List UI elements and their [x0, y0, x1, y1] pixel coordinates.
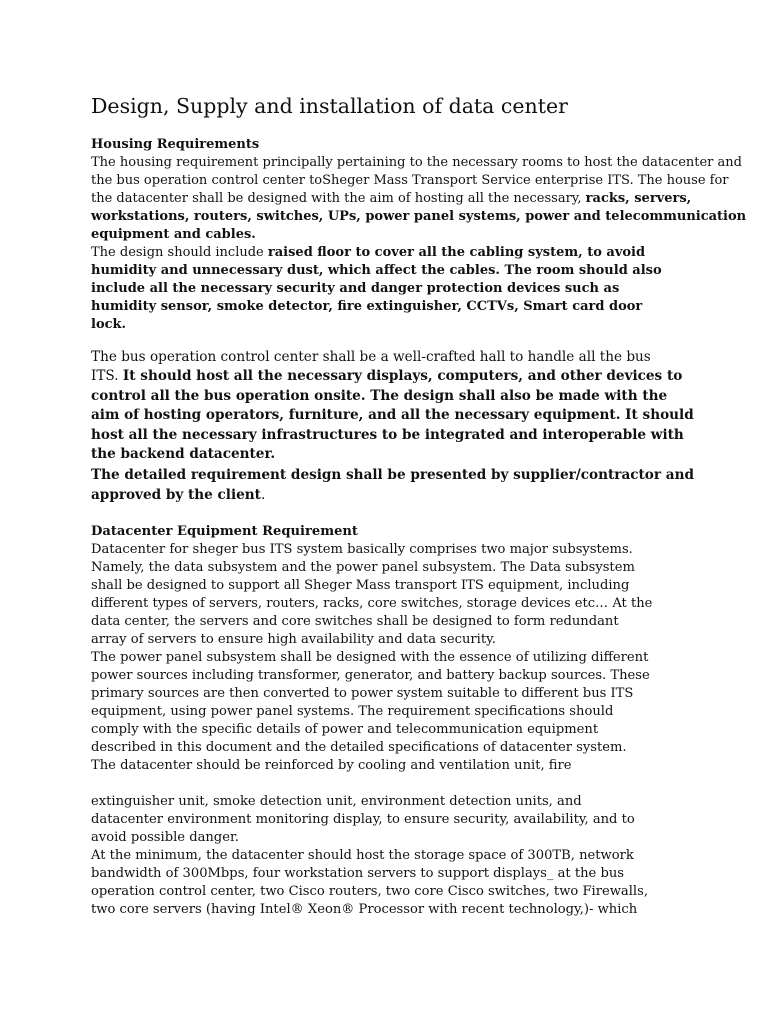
bold-text: The detailed requirement design shall be presented by supplier/contractor and — [91, 467, 694, 483]
text-line — [91, 226, 256, 244]
text: the datacenter shall be designed with the aim of hosting all the necessary, — [91, 191, 586, 206]
text: equipment, using power panel systems. The requirement specifications should — [91, 704, 614, 719]
text-line — [91, 703, 613, 721]
text: Datacenter for sheger bus ITS system basically comprises two major subsystems. — [91, 542, 633, 557]
text: two core servers (having Intel® Xeon® Processor with recent technology,)- which — [91, 902, 638, 917]
document-title: Design, Supply and installation of data center — [91, 94, 568, 118]
text-line — [91, 883, 648, 901]
bold-text: aim of hosting operators, furniture, and all the necessary equipment. It should — [91, 407, 694, 423]
text-line — [91, 685, 633, 703]
text-line — [91, 262, 662, 280]
text-line — [91, 559, 635, 577]
text-line — [91, 445, 275, 463]
text: data center, the servers and core switches shall be designed to form redundant — [91, 614, 619, 629]
bold-text: raised floor to cover all the cabling system, to avoid — [267, 245, 646, 260]
text-line — [91, 190, 691, 208]
text: The design should include — [91, 245, 268, 260]
text-line — [91, 244, 645, 262]
text-line — [91, 847, 634, 865]
text: Namely, the data subsystem and the power panel subsystem. The Data subsystem — [91, 560, 635, 575]
bold-text: humidity and unnecessary dust, which affect the cables. The room should also — [91, 263, 662, 278]
text: . — [260, 487, 266, 503]
bold-text: racks, servers, — [585, 191, 692, 206]
text-line — [91, 541, 633, 559]
text: comply with the specific details of power and telecommunication equipment — [91, 722, 599, 737]
bold-text: include all the necessary security and danger protection devices such as — [91, 281, 620, 296]
text: At the minimum, the datacenter should host the storage space of 300TB, network — [91, 848, 634, 863]
text-line — [91, 154, 742, 172]
text: avoid possible danger. — [91, 830, 239, 845]
text-line — [91, 829, 239, 847]
text-line — [91, 298, 642, 316]
bold-text: the backend datacenter. — [91, 446, 276, 462]
text-line — [91, 387, 667, 405]
text-line — [91, 757, 572, 775]
text-line — [91, 406, 694, 424]
bold-text: It should host all the necessary displays, computers, and other devices to — [122, 368, 683, 384]
text-line — [91, 811, 635, 829]
bold-text: lock. — [91, 317, 127, 332]
text: described in this document and the detailed specifications of datacenter system. — [91, 740, 627, 755]
text: The datacenter should be reinforced by cooling and ventilation unit, fire — [91, 758, 572, 773]
text: different types of servers, routers, racks, core switches, storage devices etc… At the — [91, 596, 653, 611]
bold-text: workstations, routers, switches, UPs, power panel systems, power and telecommunication — [91, 209, 747, 224]
bold-text: Datacenter Equipment Requirement — [91, 524, 358, 539]
bold-text: host all the necessary infrastructures to be integrated and interoperable with — [91, 427, 684, 443]
text-line — [91, 865, 624, 883]
text: ITS. — [91, 368, 123, 384]
text: bandwidth of 300Mbps, four workstation servers to support displays_ at the bus — [91, 866, 624, 881]
text-line — [91, 901, 637, 919]
section-heading-housing — [91, 136, 259, 154]
text: The housing requirement principally pertaining to the necessary rooms to host the datacenter and — [91, 155, 742, 170]
bold-text: approved by the client — [91, 487, 261, 503]
text-line — [91, 172, 729, 190]
text-line — [91, 426, 684, 444]
text-line — [91, 613, 619, 631]
text-line — [91, 793, 582, 811]
text-line — [91, 316, 126, 334]
text: power sources including transformer, generator, and battery backup sources. These — [91, 668, 650, 683]
text: primary sources are then converted to power system suitable to different bus ITS — [91, 686, 634, 701]
text-line — [91, 208, 746, 226]
text: The bus operation control center shall be a well-crafted hall to handle all the bus — [91, 349, 651, 365]
text-line — [91, 631, 496, 649]
text-line — [91, 348, 651, 366]
text-line — [91, 486, 265, 504]
text: The power panel subsystem shall be designed with the essence of utilizing different — [91, 650, 649, 665]
text: operation control center, two Cisco routers, two core Cisco switches, two Firewalls, — [91, 884, 648, 899]
text-line — [91, 367, 682, 385]
text: shall be designed to support all Sheger Mass transport ITS equipment, including — [91, 578, 630, 593]
text: datacenter environment monitoring display, to ensure security, availability, and to — [91, 812, 635, 827]
bold-text: humidity sensor, smoke detector, fire extinguisher, CCTVs, Smart card door — [91, 299, 643, 314]
text-line — [91, 577, 629, 595]
bold-text: control all the bus operation onsite. The design shall also be made with the — [91, 388, 668, 404]
text-line — [91, 649, 648, 667]
bold-text: equipment and cables. — [91, 227, 256, 242]
text-line — [91, 739, 627, 757]
text: extinguisher unit, smoke detection unit, environment detection units, and — [91, 794, 582, 809]
text-line — [91, 466, 694, 484]
text-line — [91, 721, 598, 739]
text-line — [91, 595, 652, 613]
text: the bus operation control center toSheger Mass Transport Service enterprise ITS. The house for — [91, 173, 729, 188]
text: array of servers to ensure high availability and data security. — [91, 632, 496, 647]
text-line — [91, 667, 650, 685]
text-line — [91, 280, 619, 298]
section-heading-equipment — [91, 523, 358, 541]
bold-text: Housing Requirements — [91, 137, 260, 152]
